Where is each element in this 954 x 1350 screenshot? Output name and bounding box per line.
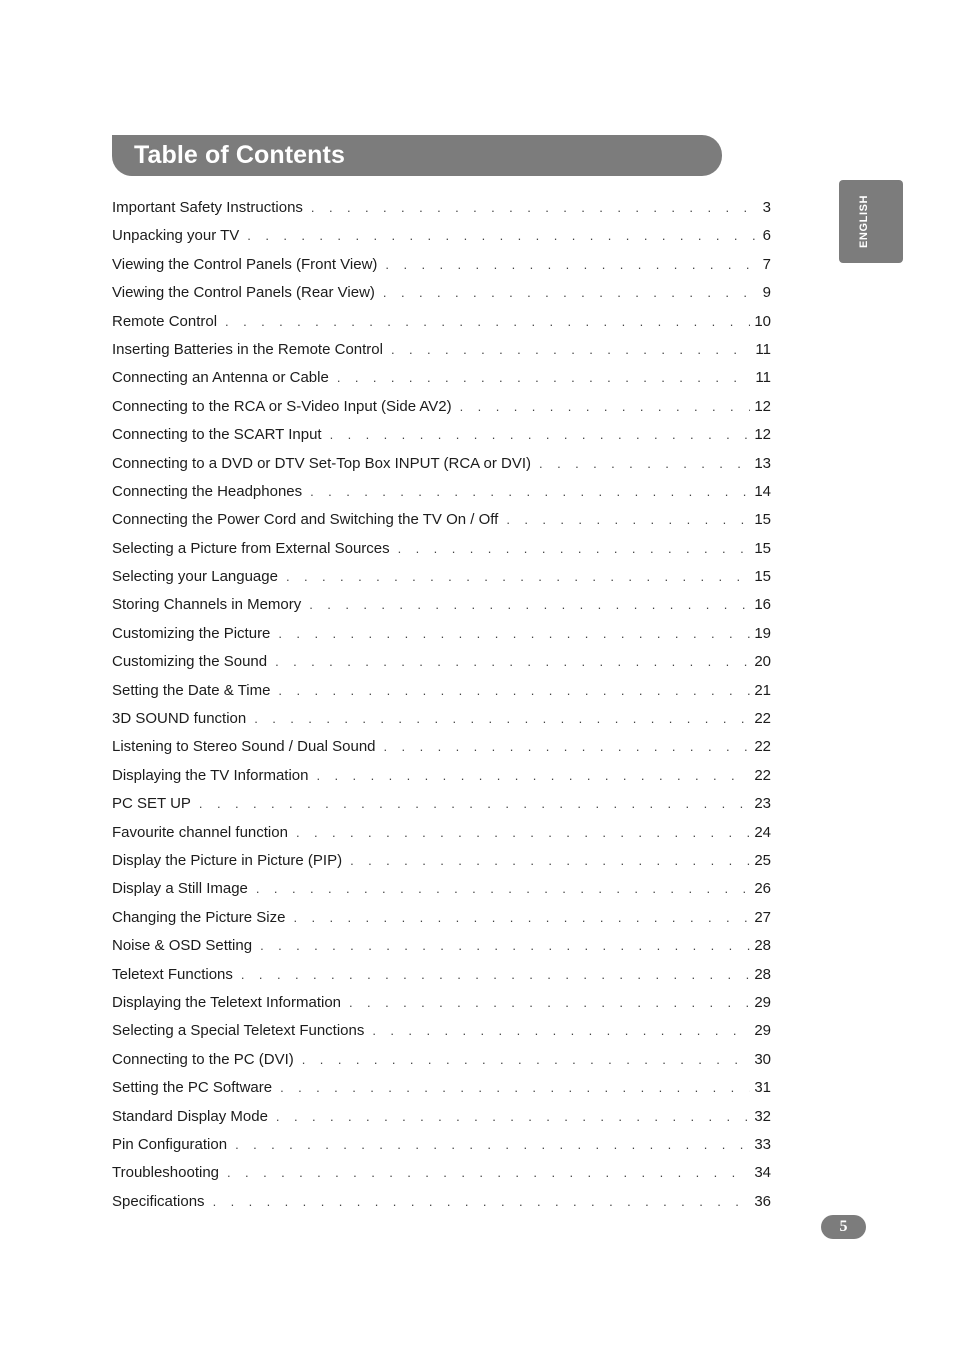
toc-dot-leader [276, 1103, 750, 1131]
toc-entry[interactable] [112, 308, 771, 336]
toc-entry[interactable] [112, 932, 771, 960]
toc-entry[interactable] [112, 421, 771, 449]
toc-entry-page: 29 [754, 1022, 771, 1040]
toc-entry-page: 15 [754, 511, 771, 529]
toc-dot-leader [247, 222, 758, 250]
toc-entry-title: Selecting a Picture from External Sources [112, 539, 390, 557]
toc-entry-title: Viewing the Control Panels (Rear View) [112, 284, 375, 302]
toc-entry-page: 26 [754, 880, 771, 898]
toc-dot-leader [278, 677, 750, 705]
toc-entry-page: 3 [762, 199, 771, 216]
toc-entry-title: Pin Configuration [112, 1135, 228, 1153]
toc-entry[interactable] [112, 222, 771, 250]
toc-entry[interactable] [112, 364, 771, 392]
toc-entry-title: Viewing the Control Panels (Front View) [112, 255, 378, 273]
toc-entry[interactable] [112, 336, 771, 364]
toc-entry[interactable] [112, 989, 771, 1017]
toc-entry-title: Connecting the Headphones [112, 482, 303, 500]
toc-entry[interactable] [112, 733, 771, 761]
toc-entry[interactable] [112, 563, 771, 591]
toc-entry-page: 29 [754, 993, 771, 1011]
toc-entry-title: Displaying the Teletext Information [112, 993, 342, 1011]
toc-entry-page: 28 [754, 937, 771, 955]
toc-entry[interactable] [112, 1074, 771, 1102]
toc-dot-leader [384, 733, 751, 761]
table-of-contents-list [112, 194, 771, 1216]
toc-entry-page: 14 [754, 482, 771, 500]
toc-dot-leader [256, 875, 750, 903]
toc-entry-title: Standard Display Mode [112, 1107, 268, 1125]
toc-dot-leader [506, 506, 750, 534]
toc-dot-leader [225, 308, 750, 336]
toc-entry-page: 24 [754, 823, 771, 841]
toc-entry-title: Connecting to the PC (DVI) [112, 1050, 294, 1068]
toc-entry[interactable] [112, 904, 771, 932]
toc-entry[interactable] [112, 591, 771, 619]
toc-entry-title: Connecting to the RCA or S-Video Input (Side AV2) [112, 397, 452, 415]
toc-entry-page: 25 [754, 851, 771, 869]
toc-entry[interactable] [112, 648, 771, 676]
toc-entry-title: Connecting the Power Cord and Switching the TV On / Off [112, 511, 499, 529]
toc-entry-title: Connecting an Antenna or Cable [112, 369, 329, 387]
toc-entry[interactable] [112, 961, 771, 989]
toc-entry-page: 22 [754, 766, 771, 784]
toc-entry-page: 6 [762, 227, 771, 245]
toc-dot-leader [372, 1017, 750, 1045]
toc-entry-title: PC SET UP [112, 795, 191, 813]
toc-entry-title: Setting the PC Software [112, 1079, 273, 1097]
toc-entry-page: 31 [754, 1079, 771, 1097]
toc-entry-title: Connecting to the SCART Input [112, 426, 322, 444]
toc-entry-page: 12 [754, 397, 771, 415]
toc-entry-title: 3D SOUND function [112, 710, 247, 728]
toc-entry-title: Storing Channels in Memory [112, 596, 302, 614]
page-title: Table of Contents [134, 141, 345, 169]
toc-entry-page: 32 [754, 1107, 771, 1125]
toc-entry-title: Remote Control [112, 312, 218, 330]
toc-entry-title: Specifications [112, 1192, 205, 1210]
toc-dot-leader [539, 450, 750, 478]
toc-dot-leader [213, 1188, 751, 1216]
toc-entry-title: Noise & OSD Setting [112, 937, 253, 955]
toc-entry-page: 19 [754, 624, 771, 642]
language-tab-label: ENGLISH [858, 194, 870, 248]
toc-entry-page: 28 [754, 965, 771, 983]
toc-dot-leader [350, 847, 750, 875]
toc-dot-leader [278, 620, 750, 648]
toc-entry-page: 13 [754, 454, 771, 472]
toc-dot-leader [383, 279, 759, 307]
toc-entry[interactable] [112, 819, 771, 847]
toc-entry-title: Favourite channel function [112, 823, 288, 841]
toc-dot-leader [293, 904, 750, 932]
toc-entry-title: Displaying the TV Information [112, 766, 309, 784]
toc-dot-leader [391, 336, 751, 364]
toc-entry-page: 9 [762, 284, 771, 302]
toc-entry-title: Display a Still Image [112, 880, 248, 898]
toc-entry-page: 12 [754, 426, 771, 444]
toc-dot-leader [227, 1159, 750, 1187]
toc-dot-leader [260, 932, 750, 960]
toc-dot-leader [235, 1131, 750, 1159]
toc-entry[interactable] [112, 875, 771, 903]
toc-entry-page: 36 [754, 1192, 771, 1210]
toc-entry[interactable] [112, 790, 771, 818]
toc-entry[interactable] [112, 1131, 771, 1159]
toc-entry-page: 30 [754, 1050, 771, 1068]
toc-entry-title: Customizing the Sound [112, 653, 268, 671]
toc-entry[interactable] [112, 620, 771, 648]
toc-entry-page: 11 [755, 369, 771, 387]
toc-entry[interactable] [112, 506, 771, 534]
toc-entry-page: 20 [754, 653, 771, 671]
toc-entry-title: Customizing the Picture [112, 624, 271, 642]
toc-entry-page: 10 [754, 312, 771, 330]
toc-dot-leader [309, 591, 750, 619]
toc-entry[interactable] [112, 1188, 771, 1216]
toc-entry-title: Troubleshooting [112, 1164, 220, 1182]
toc-dot-leader [310, 478, 750, 506]
toc-entry-title: Display the Picture in Picture (PIP) [112, 851, 343, 869]
toc-entry[interactable] [112, 677, 771, 705]
toc-entry[interactable] [112, 535, 771, 563]
toc-entry[interactable] [112, 762, 771, 790]
toc-entry[interactable] [112, 847, 771, 875]
toc-dot-leader [199, 790, 750, 818]
toc-entry[interactable] [112, 450, 771, 478]
toc-entry[interactable] [112, 1046, 771, 1074]
toc-entry-title: Listening to Stereo Sound / Dual Sound [112, 738, 376, 756]
language-tab [839, 180, 903, 263]
toc-entry[interactable] [112, 1017, 771, 1045]
toc-dot-leader [275, 648, 750, 676]
toc-entry-page: 22 [754, 710, 771, 728]
toc-entry[interactable] [112, 251, 771, 279]
toc-entry-page: 27 [754, 908, 771, 926]
toc-dot-leader [385, 251, 758, 279]
toc-entry-page: 15 [754, 568, 771, 586]
toc-entry[interactable] [112, 1159, 771, 1187]
toc-entry[interactable] [112, 478, 771, 506]
toc-entry[interactable] [112, 279, 771, 307]
toc-dot-leader [286, 563, 750, 591]
page-number: 5 [839, 1218, 848, 1235]
toc-entry-title: Inserting Batteries in the Remote Control [112, 340, 383, 358]
page-number-badge [821, 1215, 866, 1239]
toc-dot-leader [317, 762, 751, 790]
toc-dot-leader [311, 194, 759, 222]
toc-entry-page: 23 [754, 795, 771, 813]
toc-entry-page: 22 [754, 738, 771, 756]
toc-entry-title: Selecting a Special Teletext Functions [112, 1022, 365, 1040]
toc-dot-leader [241, 961, 750, 989]
toc-entry[interactable] [112, 705, 771, 733]
toc-entry[interactable] [112, 194, 771, 222]
toc-entry-title: Selecting your Language [112, 568, 278, 586]
toc-entry-page: 7 [762, 255, 771, 273]
toc-dot-leader [302, 1046, 751, 1074]
toc-dot-leader [460, 393, 751, 421]
toc-dot-leader [254, 705, 750, 733]
toc-entry-page: 21 [754, 681, 771, 699]
toc-entry[interactable] [112, 393, 771, 421]
toc-dot-leader [330, 421, 751, 449]
toc-entry-title: Connecting to a DVD or DTV Set-Top Box INPUT (RCA or DVI) [112, 454, 532, 472]
toc-dot-leader [349, 989, 750, 1017]
toc-entry-page: 11 [755, 340, 771, 358]
toc-dot-leader [280, 1074, 750, 1102]
toc-entry-page: 15 [754, 539, 771, 557]
toc-entry[interactable] [112, 1103, 771, 1131]
toc-entry-title: Teletext Functions [112, 965, 233, 983]
toc-dot-leader [398, 535, 751, 563]
toc-entry-title: Setting the Date & Time [112, 681, 271, 699]
toc-entry-page: 16 [754, 596, 771, 614]
toc-entry-title: Important Safety Instructions [112, 199, 303, 216]
toc-dot-leader [337, 364, 752, 392]
title-banner [112, 135, 722, 176]
toc-entry-page: 33 [754, 1135, 771, 1153]
toc-entry-page: 34 [754, 1164, 771, 1182]
toc-entry-title: Changing the Picture Size [112, 908, 286, 926]
toc-dot-leader [296, 819, 750, 847]
toc-entry-title: Unpacking your TV [112, 227, 240, 245]
